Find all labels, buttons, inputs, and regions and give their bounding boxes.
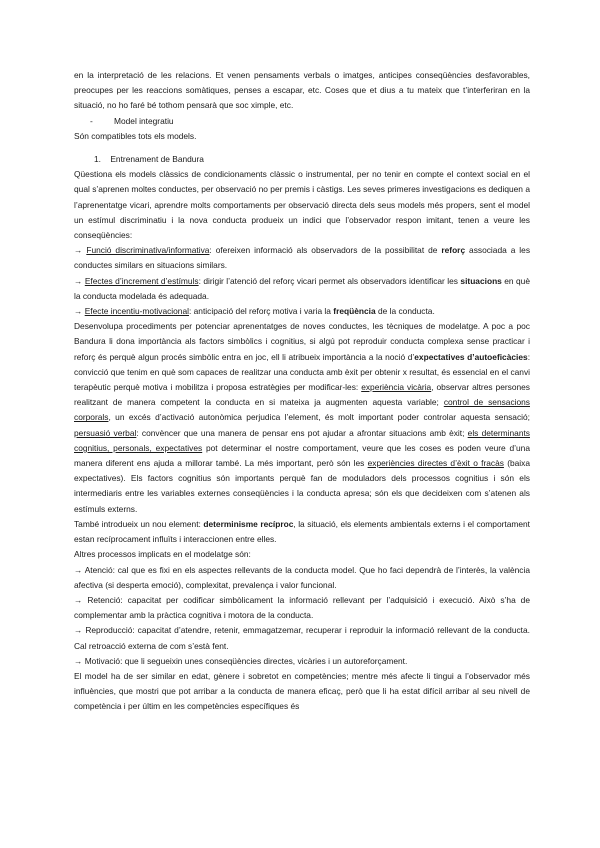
text: (baixa expectatives). Els factors cognitius són importants perquè fan de moduladors dels processos cognitius i són els intermediaris entre les variables externes conseqüències i la conducta apresa; són els que decideixen com s’atenen als estímuls externs. [74, 458, 531, 514]
bold-term: reforç [441, 245, 466, 256]
text: , un excés d’activació autonòmica perjudica l’element, és molt important poder controlar aquesta sensació; [108, 412, 530, 423]
underlined-term: experiència vicària [361, 382, 432, 393]
list-item-motivation: → Motivació: que li segueixin unes conseqüències directes, vicàries i un autoreforçament. [74, 655, 408, 666]
bold-term: expectatives d’autoeficàcies [414, 351, 528, 362]
paragraph-intro: en la interpretació de les relacions. Et venen pensaments verbals o imatges, anticipes conseqüències desfavorables, preocupes per les reaccions somàtiques, penses a escapar, etc. Coses que et dius a tu mateix que t’interferiran en la situació, no ho faré bé tothom pensarà que soc ximple, etc. [74, 70, 530, 111]
paragraph-reciprocal [74, 517, 530, 547]
text: pot determinar el nostre comportament, veure que les coses es poden veure d’una manera diferent ens ajuda a millorar també. La més important, però són les [74, 442, 530, 469]
underlined-term: control de sensacions corporals [74, 397, 530, 423]
function-stimulus-increment [74, 274, 530, 304]
bullet-marker: - [90, 115, 93, 126]
bullet-text: Model integratiu [114, 115, 174, 126]
heading-title: Entrenament de Bandura [110, 154, 204, 165]
underlined-term: els determinants cognitius, personals, expectatives [74, 427, 530, 453]
document-body [74, 68, 530, 715]
text: També introdueix un nou element: [74, 518, 204, 529]
arrow-glyph: → [74, 245, 83, 256]
arrow-glyph: → [74, 275, 83, 286]
text: , observar altres persones realitzant de manera competent la conducta en si mateixa ja augmenten aquesta variable; [74, 382, 530, 408]
heading-number: 1. [94, 154, 101, 165]
term-discriminative: Funció discriminativa/informativa [86, 245, 210, 256]
paragraph-model: El model ha de ser similar en edat, gènere i sobretot en competències; mentre més afecte li tingui a l’observador més influències, que mostri que pot arribar a la conducta de manera eficaç, però que li ha estat difícil arribar al seu nivell de competència i per últim en les competències específiques és [74, 670, 530, 712]
function-discriminative [74, 243, 530, 273]
text: , la situació, els elements ambientals externs i el comportament estan recíprocament influïts i interaccionen entre elles. [74, 518, 530, 545]
bold-term: freqüència [333, 306, 376, 317]
text: : dirigir l’atenció del reforç vicari permet als observadors identificar les [198, 275, 461, 286]
underlined-term: experiències directes d’èxit o fracàs [367, 458, 504, 469]
spacer [74, 144, 530, 152]
paragraph-compatible: Són compatibles tots els models. [74, 130, 197, 141]
text: : anticipació del reforç motiva i varia la [188, 306, 334, 317]
term-stimulus-increment: Efectes d’increment d’estímuls [84, 275, 199, 286]
text: associada a les conductes similars en situacions similars. [74, 245, 531, 271]
list-item-reproduction: → Reproducció: capacitat d’atendre, retenir, emmagatzemar, recuperar i reproduir la informació rellevant de la conducta. Cal retroacció externa de com s’està fent. [74, 625, 530, 651]
arrow-glyph: → [74, 306, 83, 317]
section-heading [74, 152, 530, 167]
list-item-attention: → Atenció: cal que es fixi en els aspectes rellevants de la conducta model. Que ho faci dependrà de l’interès, la valència afectiva (si desperta emoció), complexitat, prevalença i valor funcional. [74, 564, 530, 590]
text: en què la conducta modelada és adequada. [74, 275, 530, 301]
term-incentive: Efecte incentiu-motivacional [84, 306, 189, 317]
text: Desenvolupa procediments per potenciar aprenentatges de noves conductes, les tècniques de modelatge. A poc a poc Bandura li dona importància als factors simbòlics i cognitius, si algú pot reproduir conducta complexa sense practicar i reforç és perquè algun procés simbòlic entra en joc, ell li atribueix importància a la noció d’ [74, 321, 530, 362]
text: : convèncer que una manera de pensar ens pot ajudar a afrontar situacions amb èxit; [136, 427, 468, 438]
list-item-retention: → Retenció: capacitat per codificar simbòlicament la informació rellevant per l’adquisició i execució. Això s’ha de complementar amb la pràctica cognitiva i motora de la conducta. [74, 594, 530, 621]
underlined-term: persuasió verbal [74, 427, 137, 438]
paragraph-processes: Altres processos implicats en el modelatge són: [74, 549, 251, 560]
text: : convicció que tenim en què som capaces de realitzar una conducta amb èxit per obtenir x resultat, és essencial en el canvi terapèutic perquè motiva i mobilitza i proposa estratègies per modificar-les: [74, 351, 531, 393]
bold-term: situacions [460, 275, 502, 286]
function-incentive [74, 304, 530, 319]
text: de la conducta. [375, 306, 435, 317]
bold-term: determinisme recíproc [203, 518, 294, 529]
paragraph-bandura: Qüestiona els models clàssics de condicionaments clàssic o instrumental, per no tenir en compte el context social en el qual s’aprenen moltes conductes, per observació no per premis i càstigs. Les seves primeres investigacions es dediquen a l’aprenentatge vicari, aprendre molts comportaments per observació directa dels seus models més propers, sent el model un estímul discriminatiu i la nova conducta produeix un indici que l’observador respon imitant, tenen a veure les conseqüències: [74, 169, 530, 241]
text: : ofereixen informació als observadors de la possibilitat de [209, 245, 442, 256]
paragraph-modeling [74, 319, 530, 517]
bullet-item [74, 114, 530, 129]
